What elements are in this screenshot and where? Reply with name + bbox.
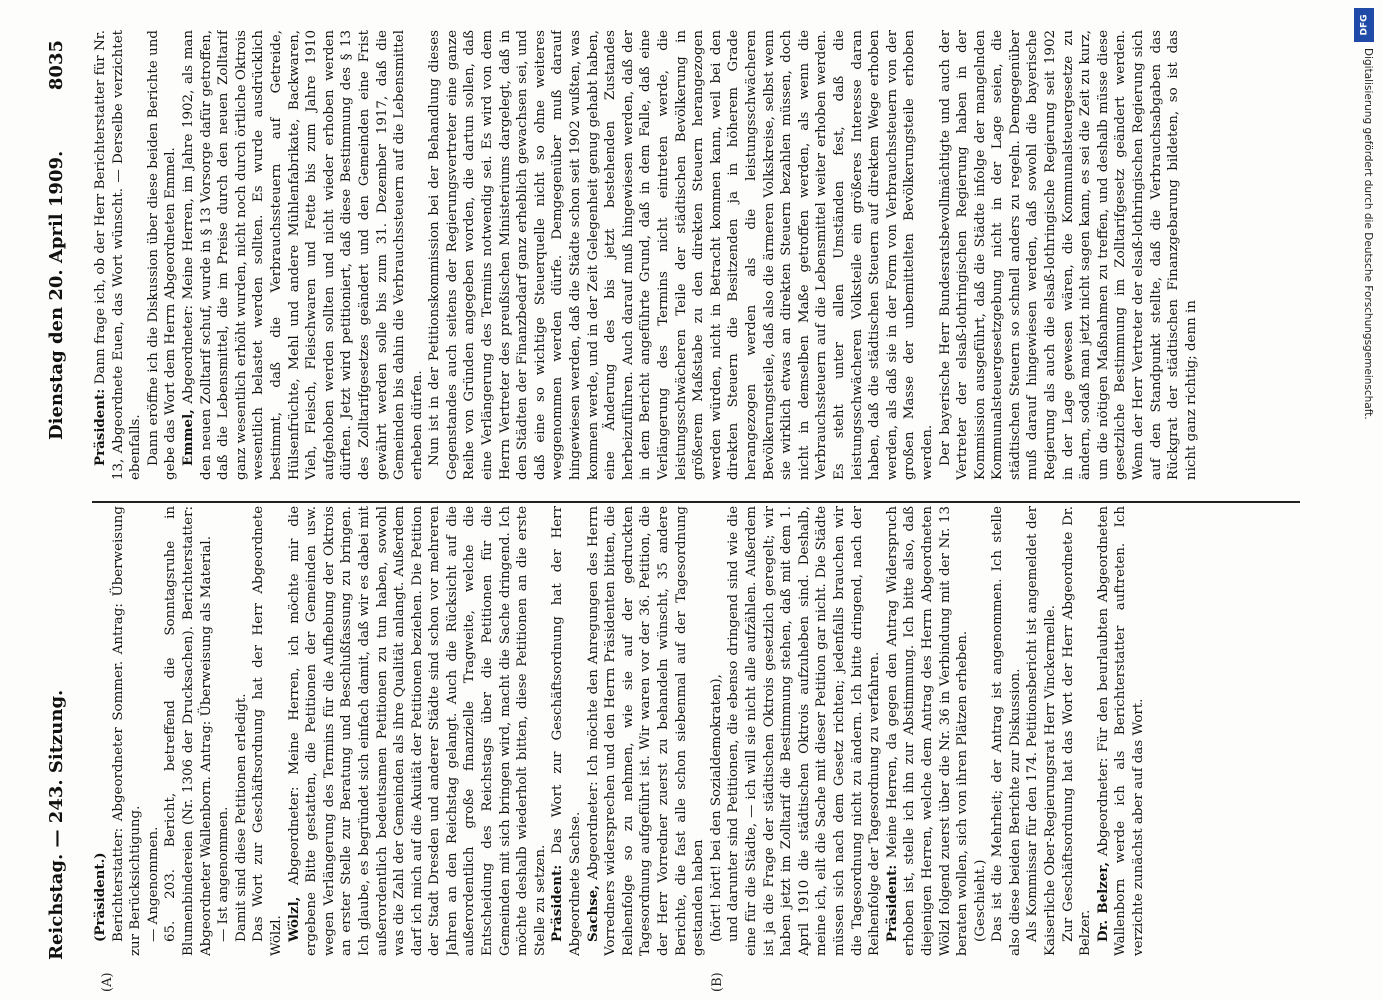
dfg-logo (1354, 8, 1374, 42)
paragraph-text: (hört! hört! bei den Sozialdemokraten), (708, 674, 724, 942)
paragraph (989, 506, 1024, 956)
speaker-name: (Präsident.) (92, 852, 108, 942)
paragraph (233, 506, 251, 956)
paragraph-text: — Ist angenommen. (216, 806, 232, 942)
paragraph (708, 506, 726, 956)
digitization-credit: Digitalisierung gefördert durch die Deutsche Forschungsgemeinschaft. (1362, 48, 1374, 420)
column-divider (92, 501, 1300, 503)
paragraph-text: Abgeordneter: Meine Herren, ich möchte mir die ergebene Bitte gestatten, die Petitionen der Gemeinden usw. wegen Verlängerung des Termins für die Aufhebung der Oktrois an erster Stelle zur Beratung und Beschlußfassung zu bringen. Ich glaube, es begründet sich einfach damit, daß wir es dabei mit außerordentlich bedeutsamen Petitionen zu tun haben, sowohl was die Zahl der Gemeinden als ihre Qualität anlangt. Außerdem darf ich mich auf die Akuität der Petitionen beziehen. Die Petition der Stadt Dresden und anderer Städte sind schon vor mehreren Jahren an den Reichstag gelangt. Auch die Rücksicht auf die außerordentlich große finanzielle Tragweite, welche die Entscheidung des Reichstags über die Petitionen für die Gemeinden mit sich bringen wird, macht die Sache dringend. Ich möchte deshalb wiederholt bitten, diese Petitionen an die erste Stelle zu setzen. (286, 506, 548, 956)
paragraph-text: Das Wort zur Geschäftsordnung hat der Herr Abgeordnete Wölzl. (251, 506, 284, 956)
paragraph (937, 30, 1201, 480)
paragraph (1060, 506, 1095, 956)
paragraph-text: Abgeordneter: Ich möchte den Anregungen des Herrn Vorredners widersprechen und den Herrn Präsidenten bitten, die Reihenfolge so zu nehmen, wie sie auf der gedruckten Tagesordnung aufgeführt ist. Wir waren vor der 36. Petition, die der Herr Vorredner zuerst zu behandeln wünscht, 35 andere Berichte, die fast alle schon siebenmal auf der Tagesordnung gestanden haben (585, 506, 707, 956)
paragraph-text: Das Wort zur Geschäftsordnung hat der Herr Abgeordnete Sachse. (550, 506, 584, 956)
margin-marker-d (710, 0, 725, 1)
paragraph-text: Zur Geschäftsordnung hat das Wort der Herr Abgeordnete Dr. Belzer. (1060, 506, 1094, 956)
paragraph (1095, 506, 1148, 956)
paragraph (585, 506, 708, 956)
paragraph (145, 30, 180, 480)
paragraph (1024, 506, 1059, 956)
margin-marker-a: (A) (100, 972, 115, 992)
paragraph-text: Nun ist in der Petitionskommission bei der Behandlung dieses Gegenstandes auch seitens der Regierungsvertreter eine ganze Reihe von Gründen angegeben worden, die dartun sollen, daß eine Verlängerung des Termins notwendig sei. Es wird von dem Herrn Vertreter des preußischen Ministeriums dargelegt, daß in den Städten der Finanzbedarf ganz erheblich gewachsen sei, und daß eine so wichtige Steuerquelle nicht so ohne weiteres weggenommen werden dürfe. Demgegenüber muß darauf hingewiesen werden, daß die Städte schon seit 1902 wußten, was kommen werde, und in der Zeit Gelegenheit genug gehabt haben, eine Änderung des bis jetzt bestehenden Zustandes herbeizuführen. Auch darauf muß hingewiesen werden, daß der in dem Bericht angeführte Grund, daß in dem Falle, daß eine Verlängerung des Termins nicht eintreten werde, die leistungsschwächeren Teile der städtischen Bevölkerung in größerem Maßstabe zu den direkten Steuern herangezogen werden würden, nicht in Betracht kommen kann, weil bei den direkten Steuern die Besitzenden ja in höherem Grade herangezogen werden als die leistungsschwächeren Bevölkerungsteile, daß also die ärmeren Volkskreise, selbst wenn sie wirklich etwas an direkten Steuern bezahlen müssen, doch nicht in demselben Maße getroffen werden, als wenn die Verbrauchssteuern auf die Lebensmittel weiter erhoben werden. Es steht unter allen Umständen fest, daß die leistungsschwächeren Volksteile ein größeres Interesse daran haben, daß die städtischen Steuern auf direktem Wege erhoben werden, als daß sie in der Form von Verbrauchssteuern von der großen Masse der unbemittelten Bevölkerungsteile erhoben werden. (427, 30, 935, 480)
paragraph (180, 30, 426, 480)
paragraph (92, 30, 145, 480)
page-number: 8035 (46, 40, 67, 91)
paragraph (549, 506, 584, 956)
column-left (92, 506, 1300, 956)
paragraph-text: Abgeordneter: Meine Herren, im Jahre 1902, als man den neuen Zolltarif schuf, wurde in § 13 Vorsorge dafür getroffen, daß die Lebensmittel, die im Preise durch den neuen Zolltarif ganz wesentlich erhöht wurden, nicht noch durch örtliche Oktrois wesentlich belastet werden sollten. Es wurde ausdrücklich bestimmt, daß die Verbrauchssteuern auf Getreide, Hülsenfrüchte, Mehl und andere Mühlenfabrikate, Backwaren, Vieh, Fleisch, Fleischwaren und Fette bis zum Jahre 1910 aufgehoben werden sollten und nicht wieder erhoben werden dürften. Jetzt wird petitioniert, daß diese Bestimmung des § 13 des Zolltarifgesetzes geändert und den Gemeinden eine Frist gewährt werden solle bis zum 31. Dezember 1917, daß die Gemeinden bis dahin die Verbrauchssteuern auf die Lebensmittel erheben dürfen. (180, 30, 425, 480)
speaker-name: Präsident: (92, 388, 108, 466)
speaker-name: Wölzl, (285, 896, 302, 942)
paragraph-text: Dann frage ich, ob der Herr Berichterstatter für Nr. 13, Abgeordnete Euen, das Wort wünscht. — Derselbe verzichtet ebenfalls. (93, 30, 144, 480)
paragraph (972, 506, 990, 956)
paragraph (110, 506, 145, 956)
column-right (92, 30, 1300, 480)
paragraph-text: 65. 203. Bericht, betreffend die Sonntagsruhe in Blumenbindereien (Nr. 1306 der Drucksachen). Berichterstatter: Abgeordneter Wallenborn. Antrag: Überweisung als Material. (163, 506, 214, 956)
paragraph-text: (Geschieht.) (972, 859, 988, 942)
paragraph-text: Dann eröffne ich die Diskussion über diese beiden Berichte und gebe das Wort dem Herrn Abgeordneten Emmel. (145, 30, 179, 480)
page-header (40, 0, 80, 1000)
paragraph (250, 506, 285, 956)
paragraph-text: Abgeordneter: Für den beurlaubten Abgeordneten Wallenborn werde ich als Berichterstatter auftreten. Ich verzichte zunächst aber auf das Wort. (1095, 506, 1147, 956)
header-left: Reichstag. — 243. Sitzung. (46, 689, 67, 960)
paragraph (286, 506, 550, 956)
speaker-name: Emmel, (179, 409, 196, 466)
speaker-name: Präsident: (883, 864, 900, 942)
paragraph (162, 506, 215, 956)
paragraph-text: und darunter sind Petitionen, die ebenso dringend sind wie die eine für die Städte, — ich will sie nicht alle aufzählen. Außerdem ist ja die Frage der städtischen Oktrois gesetzlich geregelt; wir haben jetzt im Zolltarif die Bestimmung stehen, daß mit dem 1. April 1910 die städtischen Oktrois aufzuheben sind. Deshalb, meine ich, eilt die Sache mit dieser Petition gar nicht. Die Städte müssen sich nach dem Gesetz richten; jedenfalls brauchen wir die Tagesordnung nicht zu ändern. Ich bitte dringend, nach der Reihenfolge der Tagesordnung zu verfahren. (726, 506, 883, 956)
paragraph-text: Als Kommissar für den 174. Petitionsbericht ist angemeldet der Kaiserliche Ober-Regierungsrat Herr Vinckermelle. (1025, 506, 1059, 956)
paragraph-text: — Angenommen. (145, 826, 161, 942)
digitization-sidebar (1351, 8, 1377, 998)
paragraph (884, 506, 972, 956)
paragraph-text: Das ist die Mehrheit; der Antrag ist angenommen. Ich stelle also diese beiden Berichte zur Diskussion. (990, 506, 1023, 956)
speaker-name: Dr. Belzer, (1094, 861, 1111, 942)
paragraph (725, 506, 883, 956)
speaker-name: Sachse, (584, 885, 601, 942)
paragraph-text: Berichterstatter: Abgeordneter Sommer. Antrag: Überweisung zur Berücksichtigung. (110, 506, 144, 956)
speaker-name: Präsident: (549, 864, 566, 942)
paragraph (92, 506, 110, 956)
paragraph-text: Der bayerische Herr Bundesratsbevollmächtigte und auch der Vertreter der elsaß-lothringischen Regierung haben in der Kommission ausgeführt, daß die Städte infolge der mangelnden Kommunalsteuergesetzgebung nicht in der Lage seien, die städtischen Steuern so schnell anders zu regeln. Demgegenüber muß darauf hingewiesen werden, daß sowohl die bayerische Regierung als auch die elsaß-lothringische Regierung seit 1902 in der Lage gewesen wären, die Kommunalsteuergesetze zu ändern, sodaß man jetzt nicht sagen kann, es sei die Zeit zu kurz, um die nötigen Maßnahmen zu treffen, und deshalb müsse diese gesetzliche Bestimmung im Zolltarifgesetz geändert werden. Wenn der Herr Vertreter der elsaß-lothringischen Regierung sich auf den Standpunkt stellte, daß die Verbrauchsabgaben das Rückgrat der städtischen Finanzgebarung bildeten, so ist das nicht ganz richtig; denn in (937, 30, 1199, 480)
dfg-logo-text: DFG (1359, 14, 1370, 36)
paragraph-text: Damit sind diese Petitionen erledigt. (233, 693, 249, 942)
paragraph (426, 30, 936, 480)
paragraph (145, 506, 163, 956)
header-date: Dienstag den 20. April 1909. (46, 150, 67, 440)
paragraph (215, 506, 233, 956)
rotated-content (20, 0, 1350, 1000)
margin-marker-b: (B) (710, 972, 725, 992)
paragraph-text: Meine Herren, da gegen den Antrag Widerspruch erhoben ist, stelle ich ihn zur Abstimmung. Ich bitte also, daß diejenigen Herren, welche dem Antrag des Herrn Abgeordneten Wölzl folgend zuerst über die Nr. 36 in Verbindung mit der Nr. 13 beraten wollen, sich von ihren Plätzen erheben. (884, 506, 971, 956)
